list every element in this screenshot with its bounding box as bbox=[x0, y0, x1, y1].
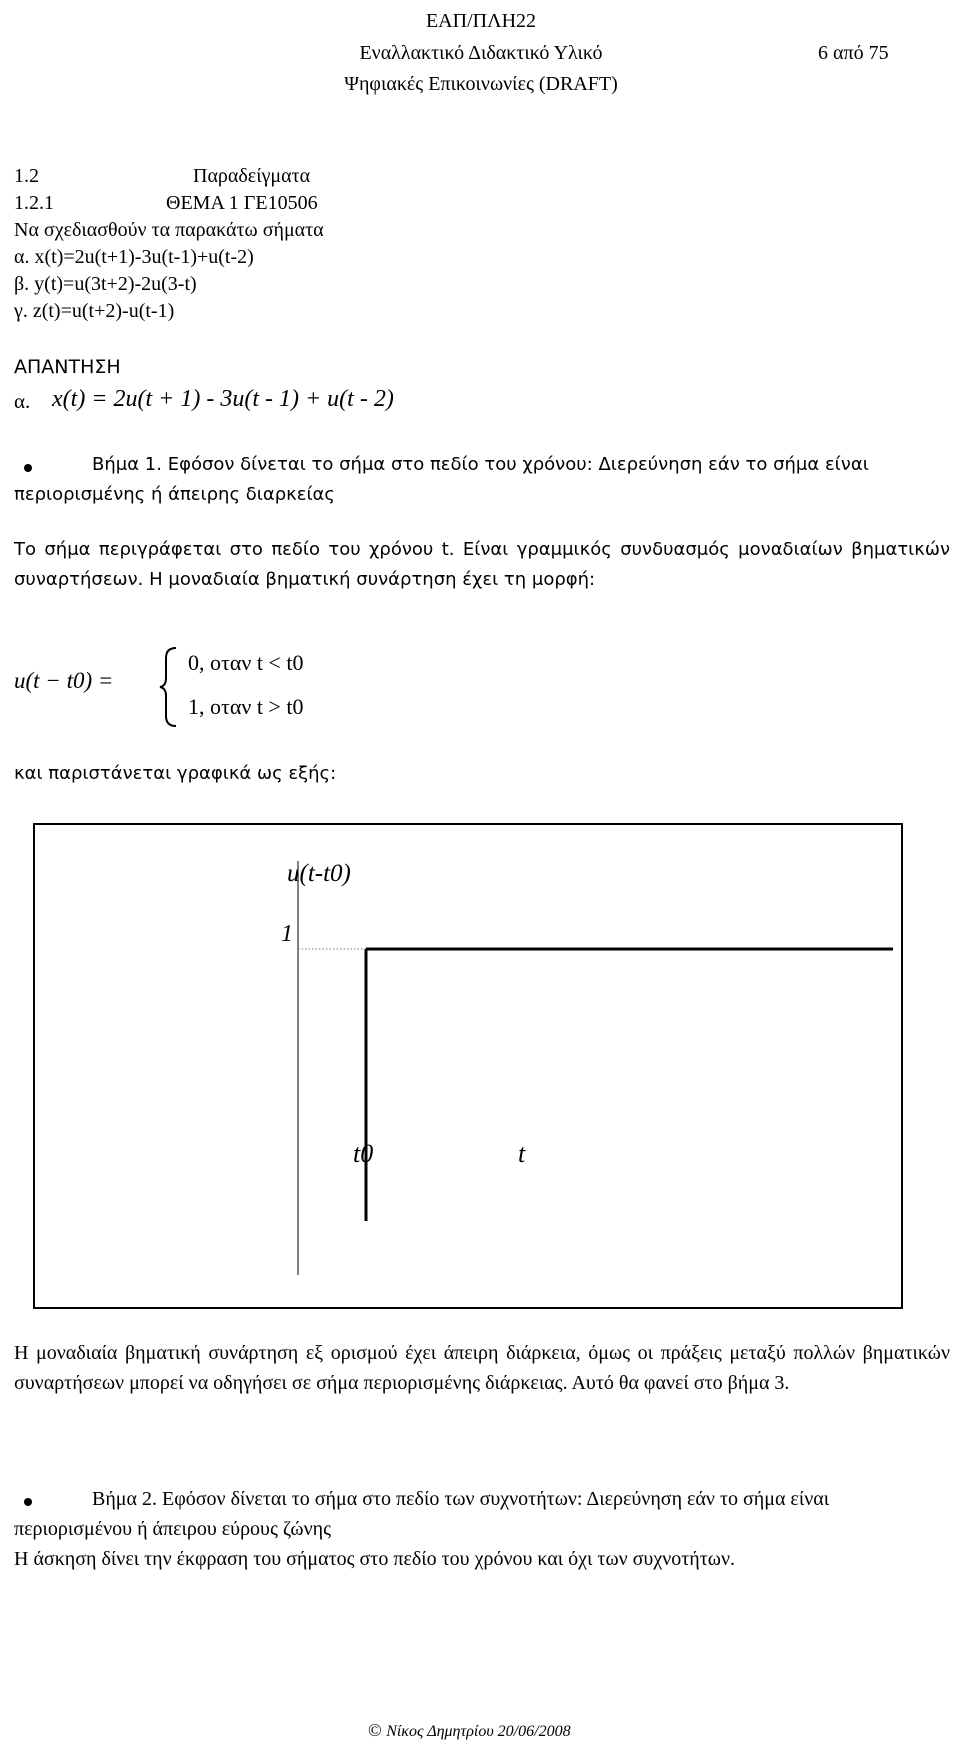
definition-case-1: 0, οταν t < t0 bbox=[188, 650, 304, 675]
step1-paragraph: Το σήμα περιγράφεται στο πεδίο του χρόνου t. Είναι γραμμικός συνδυασμός μοναδιαίων βηματικών συναρτήσεων. Η μοναδιαία βηματική συνάρτηση έχει τη μορφή: bbox=[14, 539, 950, 590]
answer-prefix: α. bbox=[14, 389, 31, 413]
copyright-icon: © bbox=[368, 1720, 382, 1740]
task-text: Να σχεδιασθούν τα παρακάτω σήματα bbox=[14, 219, 324, 241]
page-number: 6 από 75 bbox=[818, 42, 889, 64]
answer-formula: x(t) = 2u(t + 1) - 3u(t - 1) + u(t - 2) bbox=[52, 386, 394, 412]
subsection-title: ΘΕΜΑ 1 ΓΕ10506 bbox=[166, 192, 318, 214]
definition-case-2: 1, οταν t > t0 bbox=[188, 694, 304, 719]
step-chart-frame bbox=[33, 823, 903, 1309]
after-graph-paragraph: Η μοναδιαία βηματική συνάρτηση εξ ορισμού έχει άπειρη διάρκεια, όμως οι πράξεις μεταξύ πολλών βηματικών συναρτήσεων μπορεί να οδηγήσει σε σήμα περιορισμένης διάρκειας. Αυτό θα φανεί στο βήμα 3. bbox=[14, 1342, 950, 1394]
item-c: γ. z(t)=u(t+2)-u(t-1) bbox=[14, 300, 175, 322]
definition-lhs: u(t − t0) = bbox=[14, 668, 114, 693]
graph-intro: και παριστάνεται γραφικά ως εξής: bbox=[14, 763, 337, 784]
section-title: Παραδείγματα bbox=[193, 165, 311, 187]
step-chart bbox=[35, 825, 901, 1307]
step2-note: Η άσκηση δίνει την έκφραση του σήματος στο πεδίο του χρόνου και όχι των συχνοτήτων. bbox=[14, 1548, 735, 1570]
footer bbox=[368, 1720, 571, 1741]
brace-icon bbox=[158, 646, 180, 728]
item-a: α. x(t)=2u(t+1)-3u(t-1)+u(t-2) bbox=[14, 246, 254, 268]
y-tick-label: 1 bbox=[281, 921, 293, 947]
x-tick-label: t0 bbox=[353, 1139, 374, 1168]
header-line-2: Εναλλακτικό Διδακτικό Υλικό bbox=[359, 42, 603, 64]
item-b: β. y(t)=u(3t+2)-2u(3-t) bbox=[14, 273, 197, 295]
step1-text: Βήμα 1. Εφόσον δίνεται το σήμα στο πεδίο του χρόνου: Διερεύνηση εάν το σήμα είναι περιορισμένης ή άπειρης διαρκείας bbox=[14, 454, 869, 505]
subsection-number: 1.2.1 bbox=[14, 192, 54, 214]
section-number: 1.2 bbox=[14, 165, 39, 187]
header-line-1: ΕΑΠ/ΠΛΗ22 bbox=[425, 10, 537, 32]
step2-text: Βήμα 2. Εφόσον δίνεται το σήμα στο πεδίο των συχνοτήτων: Διερεύνηση εάν το σήμα είναι περιορισμένου ή άπειρου εύρους ζώνης bbox=[14, 1488, 830, 1540]
footer-author-date: Νίκος Δημητρίου 20/06/2008 bbox=[386, 1723, 571, 1740]
chart-title: u(t-t0) bbox=[287, 860, 351, 887]
answer-heading: ΑΠΑΝΤΗΣΗ bbox=[14, 356, 121, 378]
x-axis-label: t bbox=[518, 1139, 526, 1168]
header-line-3: Ψηφιακές Επικοινωνίες (DRAFT) bbox=[344, 73, 618, 95]
